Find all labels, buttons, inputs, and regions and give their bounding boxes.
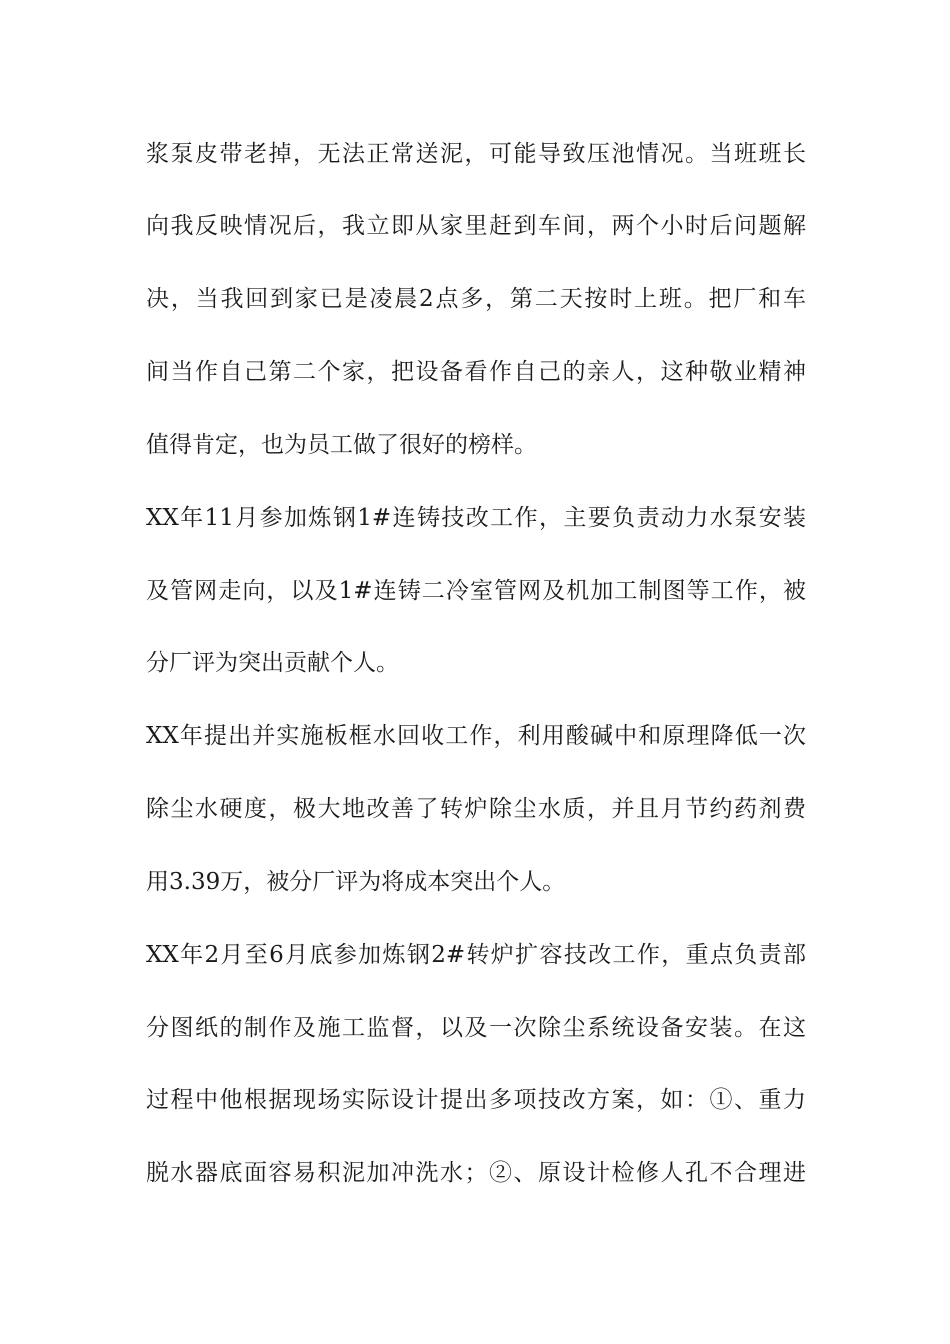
text-line: 及管网走向，以及1#连铸二冷室管网及机加工制图等工作，被: [146, 578, 806, 604]
text-line: 向我反映情况后，我立即从家里赶到车间，两个小时后问题解: [146, 213, 806, 239]
text-line: 决，当我回到家已是凌晨2点多，第二天按时上班。把厂和车: [146, 286, 806, 312]
text-line: 分厂评为突出贡献个人。: [146, 650, 399, 676]
text-line: 间当作自己第二个家，把设备看作自己的亲人，这种敬业精神: [146, 359, 806, 385]
text-line: XX年2月至6月底参加炼钢2#转炉扩容技改工作，重点负责部: [146, 942, 806, 968]
text-line: XX年提出并实施板框水回收工作，利用酸碱中和原理降低一次: [146, 723, 806, 749]
text-line: 分图纸的制作及施工监督，以及一次除尘系统设备安装。在这: [146, 1015, 806, 1041]
text-line: 用3.39万，被分厂评为将成本突出个人。: [146, 869, 566, 895]
text-line: 过程中他根据现场实际设计提出多项技改方案，如：①、重力: [146, 1087, 806, 1113]
text-line: 除尘水硬度，极大地改善了转炉除尘水质，并且月节约药剂费: [146, 796, 806, 822]
text-line: 脱水器底面容易积泥加冲洗水；②、原设计检修人孔不合理进: [146, 1160, 806, 1186]
text-line: 值得肯定，也为员工做了很好的榜样。: [146, 432, 537, 458]
text-line: XX年11月参加炼钢1#连铸技改工作，主要负责动力水泵安装: [146, 505, 806, 531]
text-line: 浆泵皮带老掉，无法正常送泥，可能导致压池情况。当班班长: [146, 141, 806, 167]
